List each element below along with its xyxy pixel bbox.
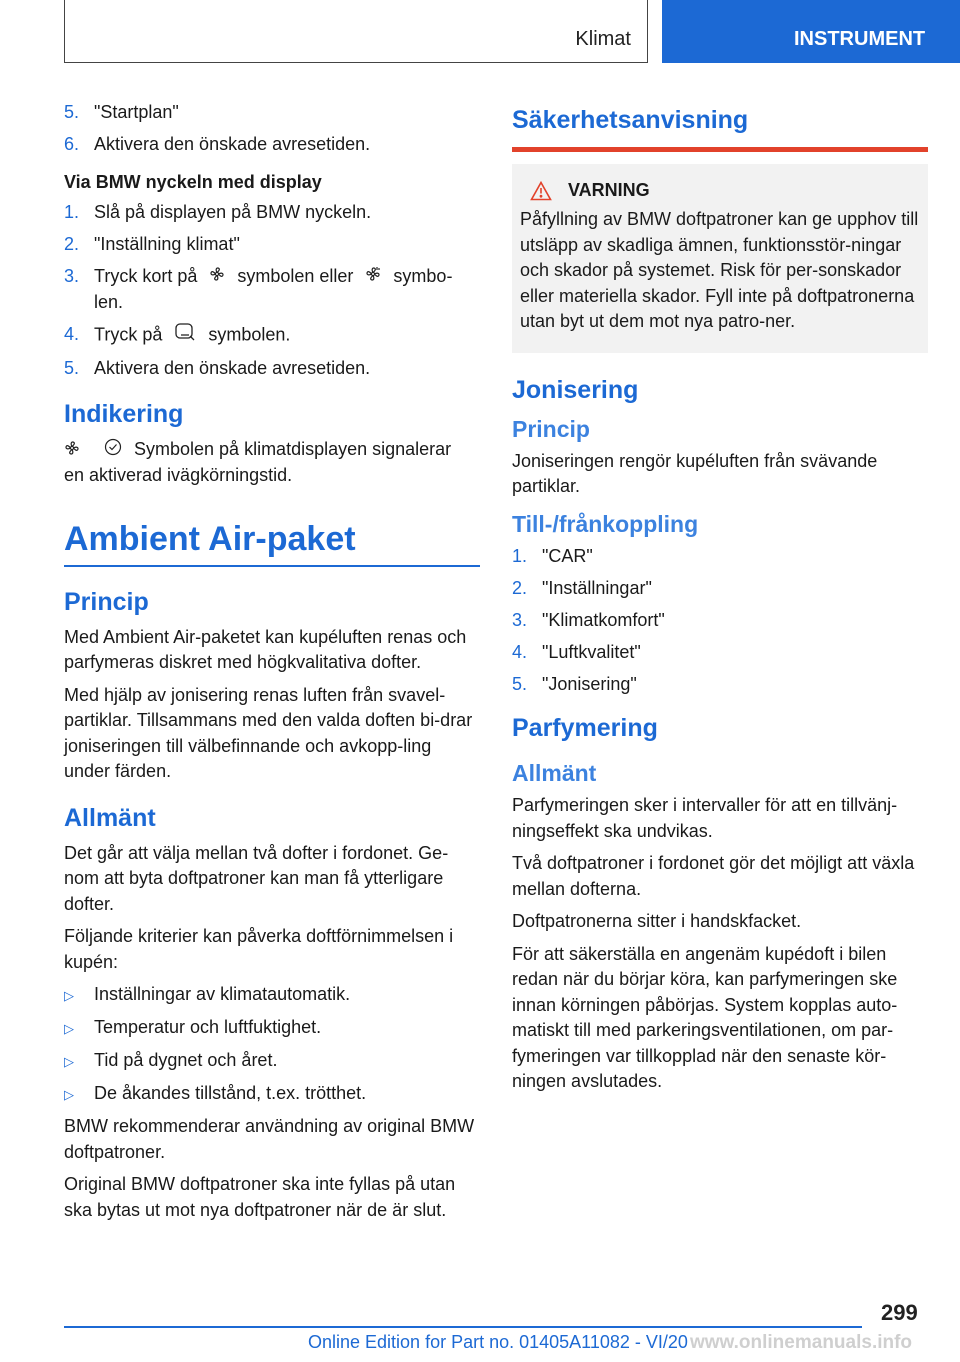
paragraph: Följande kriterier kan påverka doftförnimmelsen i kupén: <box>64 926 454 972</box>
list-item <box>512 544 928 570</box>
edition-text: Online Edition for Part no. 01405A11082 - VI/20 <box>308 1332 688 1352</box>
step-number: 5. <box>64 357 80 378</box>
left-column <box>64 100 480 1230</box>
right-column <box>512 100 928 1102</box>
triangle-bullet-icon: ▷ <box>64 1021 74 1036</box>
step-text: "Klimatkomfort" <box>542 609 665 630</box>
list-item <box>512 576 928 602</box>
step-text: "Inställning klimat" <box>94 233 240 254</box>
step-number: 5. <box>64 102 80 122</box>
header-section-box <box>64 0 648 63</box>
indikering-text: Symbolen på klimatdisplayen signalerar en aktiverad ivägkörningstid. <box>64 439 452 485</box>
watermark: www.onlinemanuals.info <box>690 1332 913 1353</box>
paragraph: Doftpatronerna sitter i handskfacket. <box>512 911 802 931</box>
paragraph: Parfymeringen sker i intervaller för att en tillvänj-ningseffekt ska undvikas. <box>512 795 898 841</box>
princip-heading: Princip <box>64 587 149 616</box>
bullet-item: ▷ De åkandes tillstånd, t.ex. trötthet. <box>64 1081 480 1108</box>
bullet-item: ▷ Inställningar av klimatautomatik. <box>64 982 480 1009</box>
list-item <box>64 100 480 126</box>
list-item <box>64 356 480 382</box>
list-item <box>512 608 928 634</box>
warning-title: VARNING <box>530 180 920 201</box>
clock-icon <box>104 438 122 464</box>
step-number: 3. <box>512 609 528 630</box>
fan-icon <box>209 264 225 290</box>
fan-icon <box>64 438 80 464</box>
triangle-bullet-icon: ▷ <box>64 988 74 1003</box>
paragraph: BMW rekommenderar användning av original BMW doftpatroner. <box>64 1116 475 1162</box>
till-fran-heading: Till-/frånkoppling <box>512 510 699 537</box>
step-text: "Luftkvalitet" <box>542 641 641 662</box>
timer-car-icon <box>174 322 196 350</box>
allmant-heading: Allmänt <box>64 803 156 832</box>
step-number: 4. <box>512 641 528 662</box>
list-item <box>64 264 480 316</box>
warning-box <box>512 164 928 353</box>
jonisering-heading: Jonisering <box>512 375 639 404</box>
step-number: 6. <box>64 134 80 154</box>
bullet-item: ▷ Temperatur och luftfuktighet. <box>64 1015 480 1042</box>
step-number: 1. <box>512 545 528 566</box>
safety-heading: Säkerhetsanvisning <box>512 100 928 152</box>
list-item <box>64 200 480 226</box>
warning-triangle-icon <box>530 181 552 201</box>
paragraph: Två doftpatroner i fordonet gör det möjligt att växla mellan dofterna. <box>512 853 915 899</box>
list-item <box>64 132 480 158</box>
paragraph: Joniseringen rengör kupéluften från svävande partiklar. <box>512 450 878 496</box>
step-text: Slå på displayen på BMW nyckeln. <box>94 201 372 222</box>
step-text: Aktivera den önskade avresetiden. <box>94 357 371 378</box>
step-number: 5. <box>512 673 528 694</box>
list-item <box>64 232 480 258</box>
list-item <box>512 672 928 698</box>
triangle-bullet-icon: ▷ <box>64 1087 74 1102</box>
indikering-heading: Indikering <box>64 400 184 428</box>
key-subheading: Via BMW nyckeln med display <box>64 171 322 192</box>
paragraph: För att säkerställa en angenäm kupédoft i bilen redan när du börjar köra, kan parfymeringen ske innan körningen påbörjas. System kopplas auto-matiskt till med parkeringsventilationen, om par-fymeringen var tillkopplad när den senaste kör-ningen avslutades. <box>512 943 898 1091</box>
step-text: "Jonisering" <box>542 673 637 694</box>
list-item <box>512 640 928 666</box>
bullet-item: ▷ Tid på dygnet och året. <box>64 1048 480 1075</box>
step-number: 2. <box>64 233 80 254</box>
paragraph: Med Ambient Air-paketet kan kupéluften renas och parfymeras diskret med högkvalitativa dofter. <box>64 626 467 672</box>
princip-heading: Princip <box>512 415 590 442</box>
fan-scent-icon <box>365 264 381 290</box>
step-text: Aktivera den önskade avresetiden. <box>94 134 371 154</box>
section-title: Klimat <box>575 28 631 50</box>
step-number: 1. <box>64 201 80 222</box>
warning-text: Påfyllning av BMW doftpatroner kan ge upphov till utsläpp av skadliga ämnen, funktionsstör-ningar och skador på systemet. Risk för per-sonskador eller materiella skador. Fyll inte på doftpatronerna utan byt ut dem mot nya patro-ner. <box>520 209 919 331</box>
step-text: "Startplan" <box>94 102 179 122</box>
list-item <box>64 322 480 350</box>
step-number: 2. <box>512 577 528 598</box>
paragraph: Med hjälp av jonisering renas luften från svavel-partiklar. Tillsammans med den valda doften bi-drar joniseringen till välbefinnande och avkopp-ling under färden. <box>64 684 473 781</box>
chapter-tab: INSTRUMENT <box>662 0 960 63</box>
triangle-bullet-icon: ▷ <box>64 1054 74 1069</box>
step-text: Tryck på symbolen. <box>94 322 290 350</box>
step-text: "CAR" <box>542 545 593 566</box>
footer-divider <box>64 1326 862 1328</box>
step-number: 4. <box>64 323 80 344</box>
parfymering-heading: Parfymering <box>512 714 658 742</box>
step-text: Tryck kort på symbolen eller symbo- len. <box>94 265 453 312</box>
paragraph: Det går att välja mellan två dofter i fordonet. Ge-nom att byta doftpatroner kan man få ytterligare dofter. <box>64 842 449 914</box>
step-text: "Inställningar" <box>542 577 652 598</box>
allmant-heading: Allmänt <box>512 760 597 786</box>
step-number: 3. <box>64 265 80 286</box>
paragraph: Original BMW doftpatroner ska inte fyllas på utan ska bytas ut mot nya doftpatroner när de är slut. <box>64 1174 456 1220</box>
ambient-air-heading: Ambient Air-paket <box>64 519 480 567</box>
page-number: 299 <box>881 1300 918 1325</box>
